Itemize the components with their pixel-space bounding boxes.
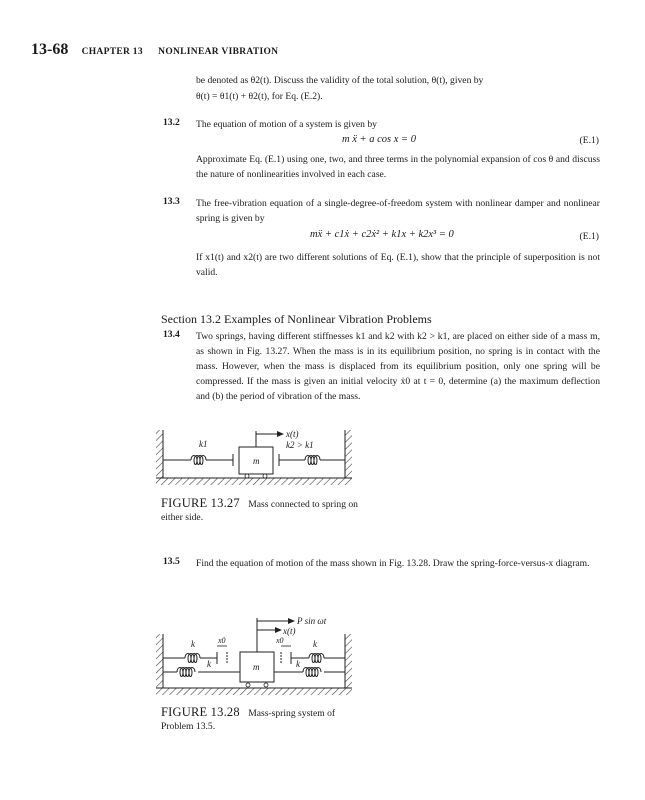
problem-13-2-text: The equation of motion of a system is given by	[196, 119, 377, 130]
right-gap-label: x0	[276, 636, 284, 645]
right-outer-k-label: k	[313, 639, 317, 649]
figure-13-27-diagram	[155, 420, 365, 490]
mass-label: m	[253, 662, 260, 672]
ground	[156, 688, 352, 695]
figure-13-28-label: FIGURE 13.28	[161, 705, 240, 719]
right-wall	[345, 634, 352, 688]
problem-13-4-text: Two springs, having different stiffnesses k1 and k2 with k2 > k1, are placed on either side of a mass m, as shown in Fig. 13.27. When the mass is in its equilibrium position, no spring is in contact with the mass. However, when the mass is displaced from its equilibrium position, only one spring will be compressed. If the mass is given an initial velocity ẋ0 at t = 0, determine (a) the maximum deflection and (b) the period of vibration of the mass.	[196, 331, 600, 402]
intro-line-2: θ(t) = θ1(t) + θ2(t), for Eq. (E.2).	[196, 91, 323, 102]
right-springs	[274, 652, 345, 677]
x-label: x(t)	[283, 626, 296, 636]
left-spring	[163, 454, 233, 466]
mass-label: m	[253, 456, 260, 466]
left-outer-k-label: k	[191, 639, 195, 649]
page-number: 13-68	[31, 41, 69, 58]
figure-13-27-label: FIGURE 13.27	[161, 496, 240, 510]
problem-13-2-discussion: Approximate Eq. (E.1) using one, two, and three terms in the polynomial expansion of cos θ and discuss the nature of nonlinearities involved in each case.	[196, 154, 600, 180]
x-label: x(t)	[286, 429, 299, 439]
k2-label: k2 > k1	[286, 440, 314, 450]
figure-13-27-caption-text: Mass connected to spring on either side.	[161, 499, 358, 523]
displacement-arrow	[256, 431, 284, 447]
problem-13-3-discussion: If x1(t) and x2(t) are two different solutions of Eq. (E.1), show that the principle of superposition is not valid.	[196, 252, 600, 278]
left-wall	[156, 430, 163, 478]
right-spring	[279, 454, 345, 466]
ground	[156, 478, 352, 485]
chapter-title: NONLINEAR VIBRATION	[158, 47, 279, 57]
force-label: P sin ωt	[297, 616, 327, 626]
section-heading: Section 13.2 Examples of Nonlinear Vibration Problems	[161, 312, 432, 326]
left-inner-k-label: k	[207, 659, 211, 669]
page-header	[31, 41, 290, 59]
figure-13-28-diagram	[155, 610, 360, 698]
problem-13-2-number: 13.2	[163, 117, 180, 128]
left-wall	[156, 634, 163, 688]
problem-13-4-number: 13.4	[163, 329, 180, 340]
right-inner-k-label: k	[296, 659, 300, 669]
figure-13-28-caption	[161, 706, 361, 733]
problem-13-3-text: The free-vibration equation of a single-degree-of-freedom system with nonlinear damper and nonlinear spring is given by	[196, 198, 600, 224]
problem-13-3-number: 13.3	[163, 196, 180, 207]
problem-13-5-number: 13.5	[163, 556, 180, 567]
chapter-label: CHAPTER 13	[81, 47, 143, 57]
figure-13-28-caption-text: Mass-spring system of Problem 13.5.	[161, 708, 336, 732]
problem-13-2-eq-label: (E.1)	[579, 135, 599, 146]
left-springs	[163, 652, 240, 677]
left-gap-label: x0	[218, 636, 226, 645]
figure-13-27-caption	[161, 497, 361, 524]
intro-line-1: be denoted as θ2(t). Discuss the validity of the total solution, θ(t), given by	[196, 75, 484, 86]
problem-13-3-equation: mẍ + c1ẋ + c2ẋ² + k1x + k2x³ = 0	[310, 229, 454, 240]
problem-13-2-equation: m ẍ + a cos x = 0	[342, 134, 416, 145]
k1-label: k1	[199, 439, 208, 449]
problem-13-5-text: Find the equation of motion of the mass shown in Fig. 13.28. Draw the spring-force-versus-x diagram.	[196, 558, 590, 569]
right-wall	[345, 430, 352, 478]
problem-13-3-eq-label: (E.1)	[579, 231, 599, 242]
